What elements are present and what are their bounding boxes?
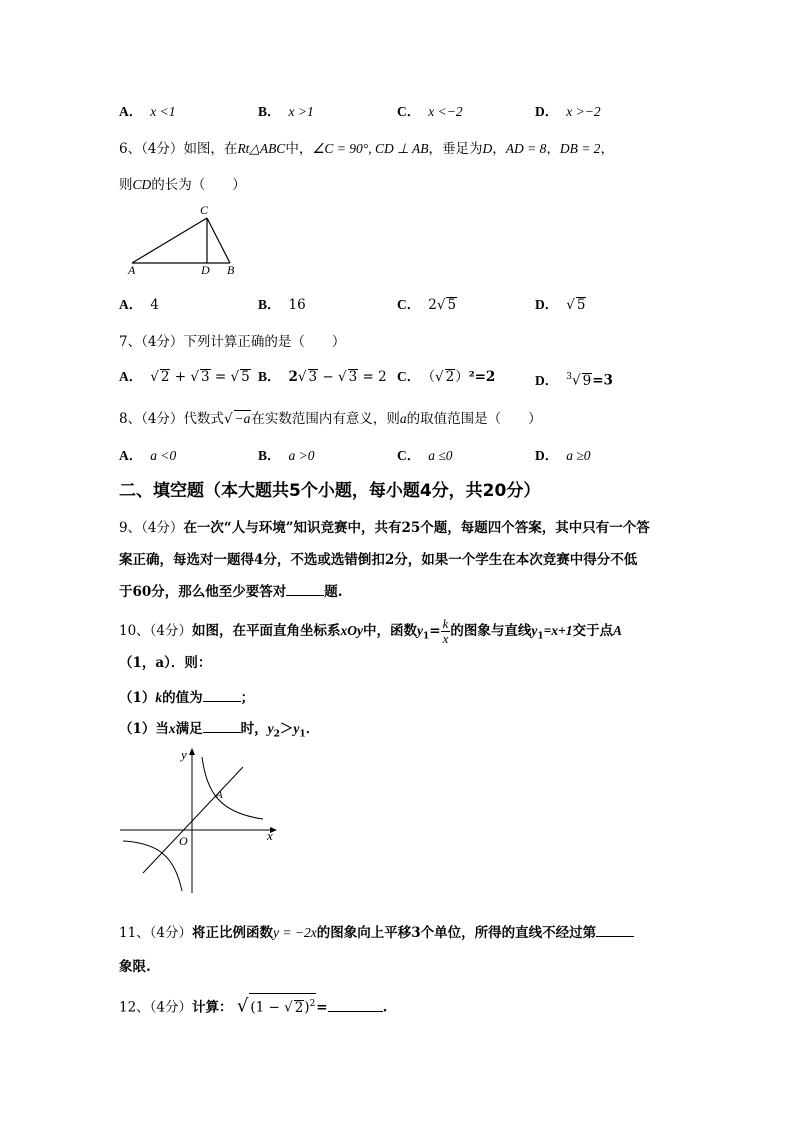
q6-stem-line1: 6、（4分）如图，在Rt△ABC中，∠C = 90°, CD ⊥ AB，垂足为D，AD = 8，DB = 2，: [119, 141, 614, 157]
q8-option-b[interactable]: B． a >0: [258, 448, 315, 463]
q7-stem: 7、（4分）下列计算正确的是（ ）: [119, 334, 346, 350]
q7-options: [119, 368, 719, 389]
q5-option-d[interactable]: D． x >−2: [535, 104, 601, 119]
q11-stem-line1: 11、（4分）将正比例函数y = −2x的图象向上平移3个单位，所得的直线不经过第: [119, 922, 634, 942]
q9-stem-line1: 9、（4分）在一次“人与环境”知识竞赛中，共有25个题，每题四个答案，其中只有一个答: [119, 520, 650, 536]
label-y: y: [181, 747, 187, 762]
q6-stem-line2: 则CD的长为（ ）: [119, 177, 246, 193]
q9-stem-line2: 案正确，每选对一题得4分，不选或选错倒扣2分，如果一个学生在本次竞赛中得分不低: [119, 552, 638, 568]
q12-radicand: (1 − √ 2)$^2$: [249, 993, 316, 1018]
label-c: C: [200, 203, 209, 217]
section-heading: 二、填空题（本大题共5个小题，每小题4分，共20分）: [119, 481, 541, 501]
label-a: A: [128, 263, 136, 277]
q6-option-a[interactable]: A． 4: [119, 297, 159, 313]
q10-sub1: （1）k的值为 ；: [119, 687, 254, 707]
q9-stem-line3: 于60分，那么他至少要答对 题.: [119, 581, 343, 601]
side-cb: [207, 218, 230, 263]
q8-option-a[interactable]: A． a <0: [119, 448, 177, 463]
q6-option-d[interactable]: D． √ 5: [535, 297, 586, 313]
q5-option-c[interactable]: C． x <−2: [397, 104, 463, 119]
question-number: 6、（4分）: [119, 141, 184, 157]
question-number: 11、（4分）: [119, 925, 193, 941]
answer-blank[interactable]: [328, 997, 383, 1012]
answer-blank[interactable]: [286, 581, 324, 596]
q10-stem-line2: （1，a）．则：: [119, 655, 212, 671]
side-ac: [132, 218, 207, 263]
q8-option-d[interactable]: D． a ≥0: [535, 448, 591, 463]
answer-blank[interactable]: [203, 687, 241, 702]
q6-options: [119, 296, 719, 314]
q5-option-a[interactable]: A． x <1: [119, 104, 176, 119]
q6-option-c[interactable]: C． 2√ 5: [397, 297, 457, 313]
q7-option-c[interactable]: C． （√ 2）²=2: [397, 369, 496, 385]
q8-options: [119, 447, 719, 465]
q10-stem-line1: 10、（4分）如图，在平面直角坐标系xOy中，函数$y_1=$ $\frac{k}{x}$ 的图象与直线$y_1=x+1$交于点A: [119, 616, 623, 646]
line-graph: [143, 767, 243, 873]
q11-stem-line2: 象限.: [119, 959, 151, 975]
answer-blank[interactable]: [203, 718, 241, 733]
q6-triangle-figure: [120, 200, 250, 280]
q5-options: [119, 103, 719, 121]
label-b: B: [227, 263, 235, 277]
question-number: 7、（4分）: [119, 334, 184, 350]
q7-option-b[interactable]: B． 2√ 3 − √ 3 = 2: [258, 369, 387, 385]
label-d: D: [201, 263, 210, 277]
q5-option-b[interactable]: B． x >1: [258, 104, 314, 119]
y-axis-arrow: [189, 748, 195, 755]
label-point-a: A: [216, 789, 223, 801]
radical-sign: √: [436, 297, 446, 313]
label-x: x: [267, 828, 273, 843]
q7-option-a[interactable]: A． √ 2 + √ 3 = √ 5: [119, 369, 250, 385]
radical-sign: √: [566, 297, 575, 313]
answer-blank[interactable]: [596, 922, 634, 937]
q10-graph-figure: [115, 743, 285, 898]
q8-stem: 8、（4分）代数式√ −a在实数范围内有意义，则a的取值范围是（ ）: [119, 411, 542, 427]
question-number: 8、（4分）: [119, 411, 184, 427]
label-origin: O: [179, 834, 188, 848]
hyperbola-branch-q3: [123, 841, 182, 891]
fraction-k-over-x: $\frac{k}{x}$: [442, 616, 449, 646]
q10-sub2: （1）当x满足 时，$y_2>y_1$．: [119, 718, 319, 744]
q7-option-d[interactable]: D． $^3$√ 9=3: [535, 372, 613, 389]
question-number: 10、（4分）: [119, 623, 193, 639]
q8-option-c[interactable]: C． a ≤0: [397, 448, 453, 463]
q6-option-b[interactable]: B． 16: [258, 297, 306, 313]
q12-stem: 12、（4分）计算： √ (1 − √ 2)$^2$= .: [119, 993, 387, 1020]
radical-sign: √: [236, 995, 249, 1017]
hyperbola-branch-q1: [202, 757, 263, 819]
question-number: 12、（4分）: [119, 999, 193, 1016]
question-number: 9、（4分）: [119, 520, 184, 536]
